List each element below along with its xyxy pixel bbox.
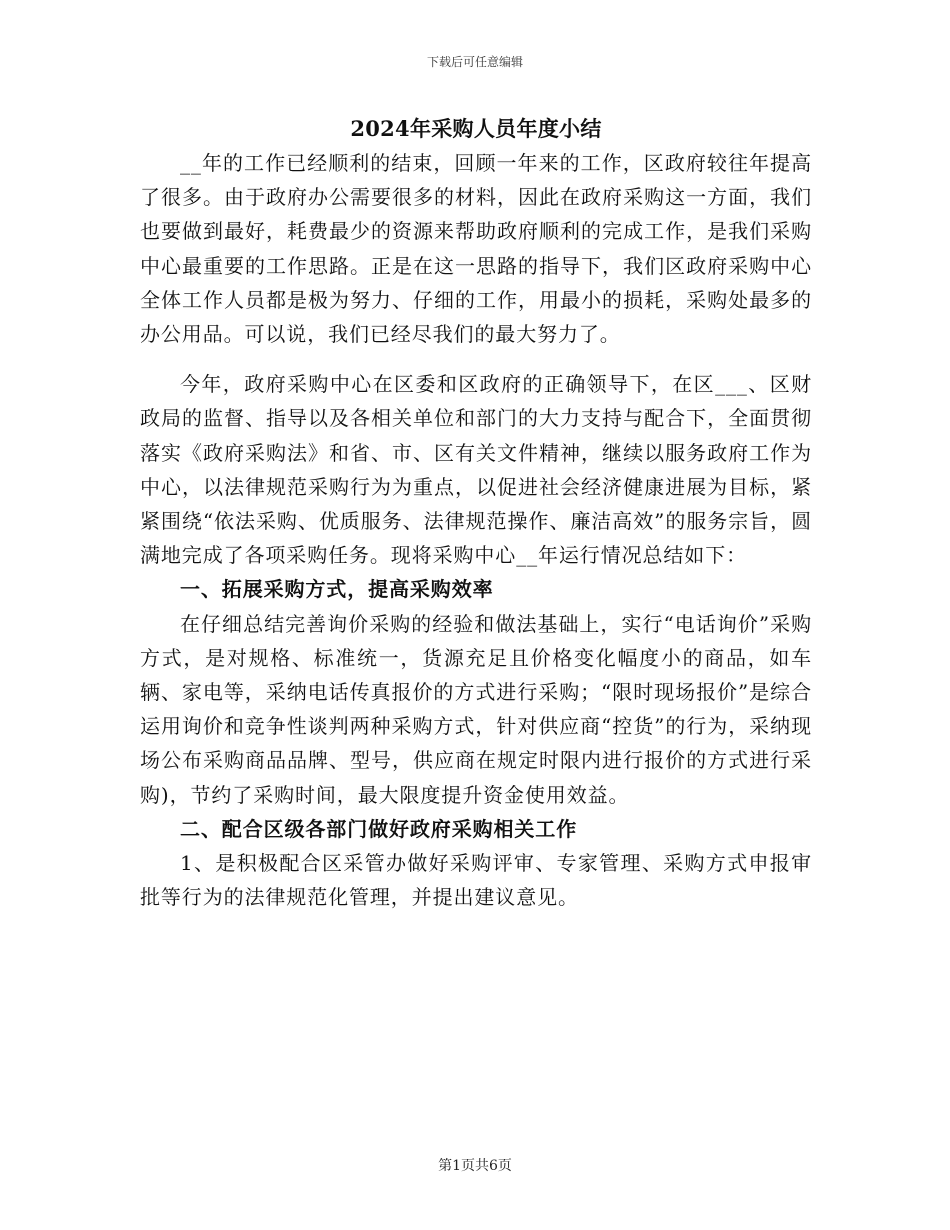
paragraph-overview: 今年，政府采购中心在区委和区政府的正确领导下，在区___、区财政局的监督、指导以及各相关单位和部门的大力支持与配合下，全面贯彻落实《政府采购法》和省、市、区有关文件精神，继续以服务政府工作为中心，以法律规范采购行为为重点，以促进社会经济健康进展为目标，紧紧围绕“依法采购、优质服务、法律规范操作、廉洁高效”的服务宗旨，圆满地完成了各项采购任务。现将采购中心__年运行情况总结如下：	[140, 372, 812, 568]
header-note: 下载后可任意编辑	[426, 55, 523, 69]
section-heading-2: 二、配合区级各部门做好政府采购相关工作	[180, 816, 578, 841]
section-heading-1: 一、拓展采购方式，提高采购效率	[180, 577, 494, 602]
paragraph-section-1: 在仔细总结完善询价采购的经验和做法基础上，实行“电话询价”采购方式，是对规格、标准统一，货源充足且价格变化幅度小的商品，如车辆、家电等，采纳电话传真报价的方式进行采购；“限时现场报价”是综合运用询价和竞争性谈判两种采购方式，针对供应商“控货”的行为，采纳现场公布采购商品品牌、型号，供应商在规定时限内进行报价的方式进行采购)，节约了采购时间，最大限度提升资金使用效益。	[140, 611, 812, 807]
page-number: 第1页共6页	[438, 1158, 512, 1174]
document-body	[140, 112, 812, 914]
document-title: 2024年采购人员年度小结	[350, 116, 602, 141]
paragraph-gap	[140, 351, 812, 367]
paragraph-intro: __年的工作已经顺利的结束，回顾一年来的工作，区政府较往年提高了很多。由于政府办公需要很多的材料，因此在政府采购这一方面，我们也要做到最好，耗费最少的资源来帮助政府顺利的完成工作，是我们采购中心最重要的工作思路。正是在这一思路的指导下，我们区政府采购中心全体工作人员都是极为努力、仔细的工作，用最小的损耗，采购处最多的办公用品。可以说，我们已经尽我们的最大努力了。	[140, 151, 812, 347]
paragraph-section-2-item-1: 1、是积极配合区采管办做好采购评审、专家管理、采购方式申报审批等行为的法律规范化管理，并提出建议意见。	[140, 851, 812, 910]
